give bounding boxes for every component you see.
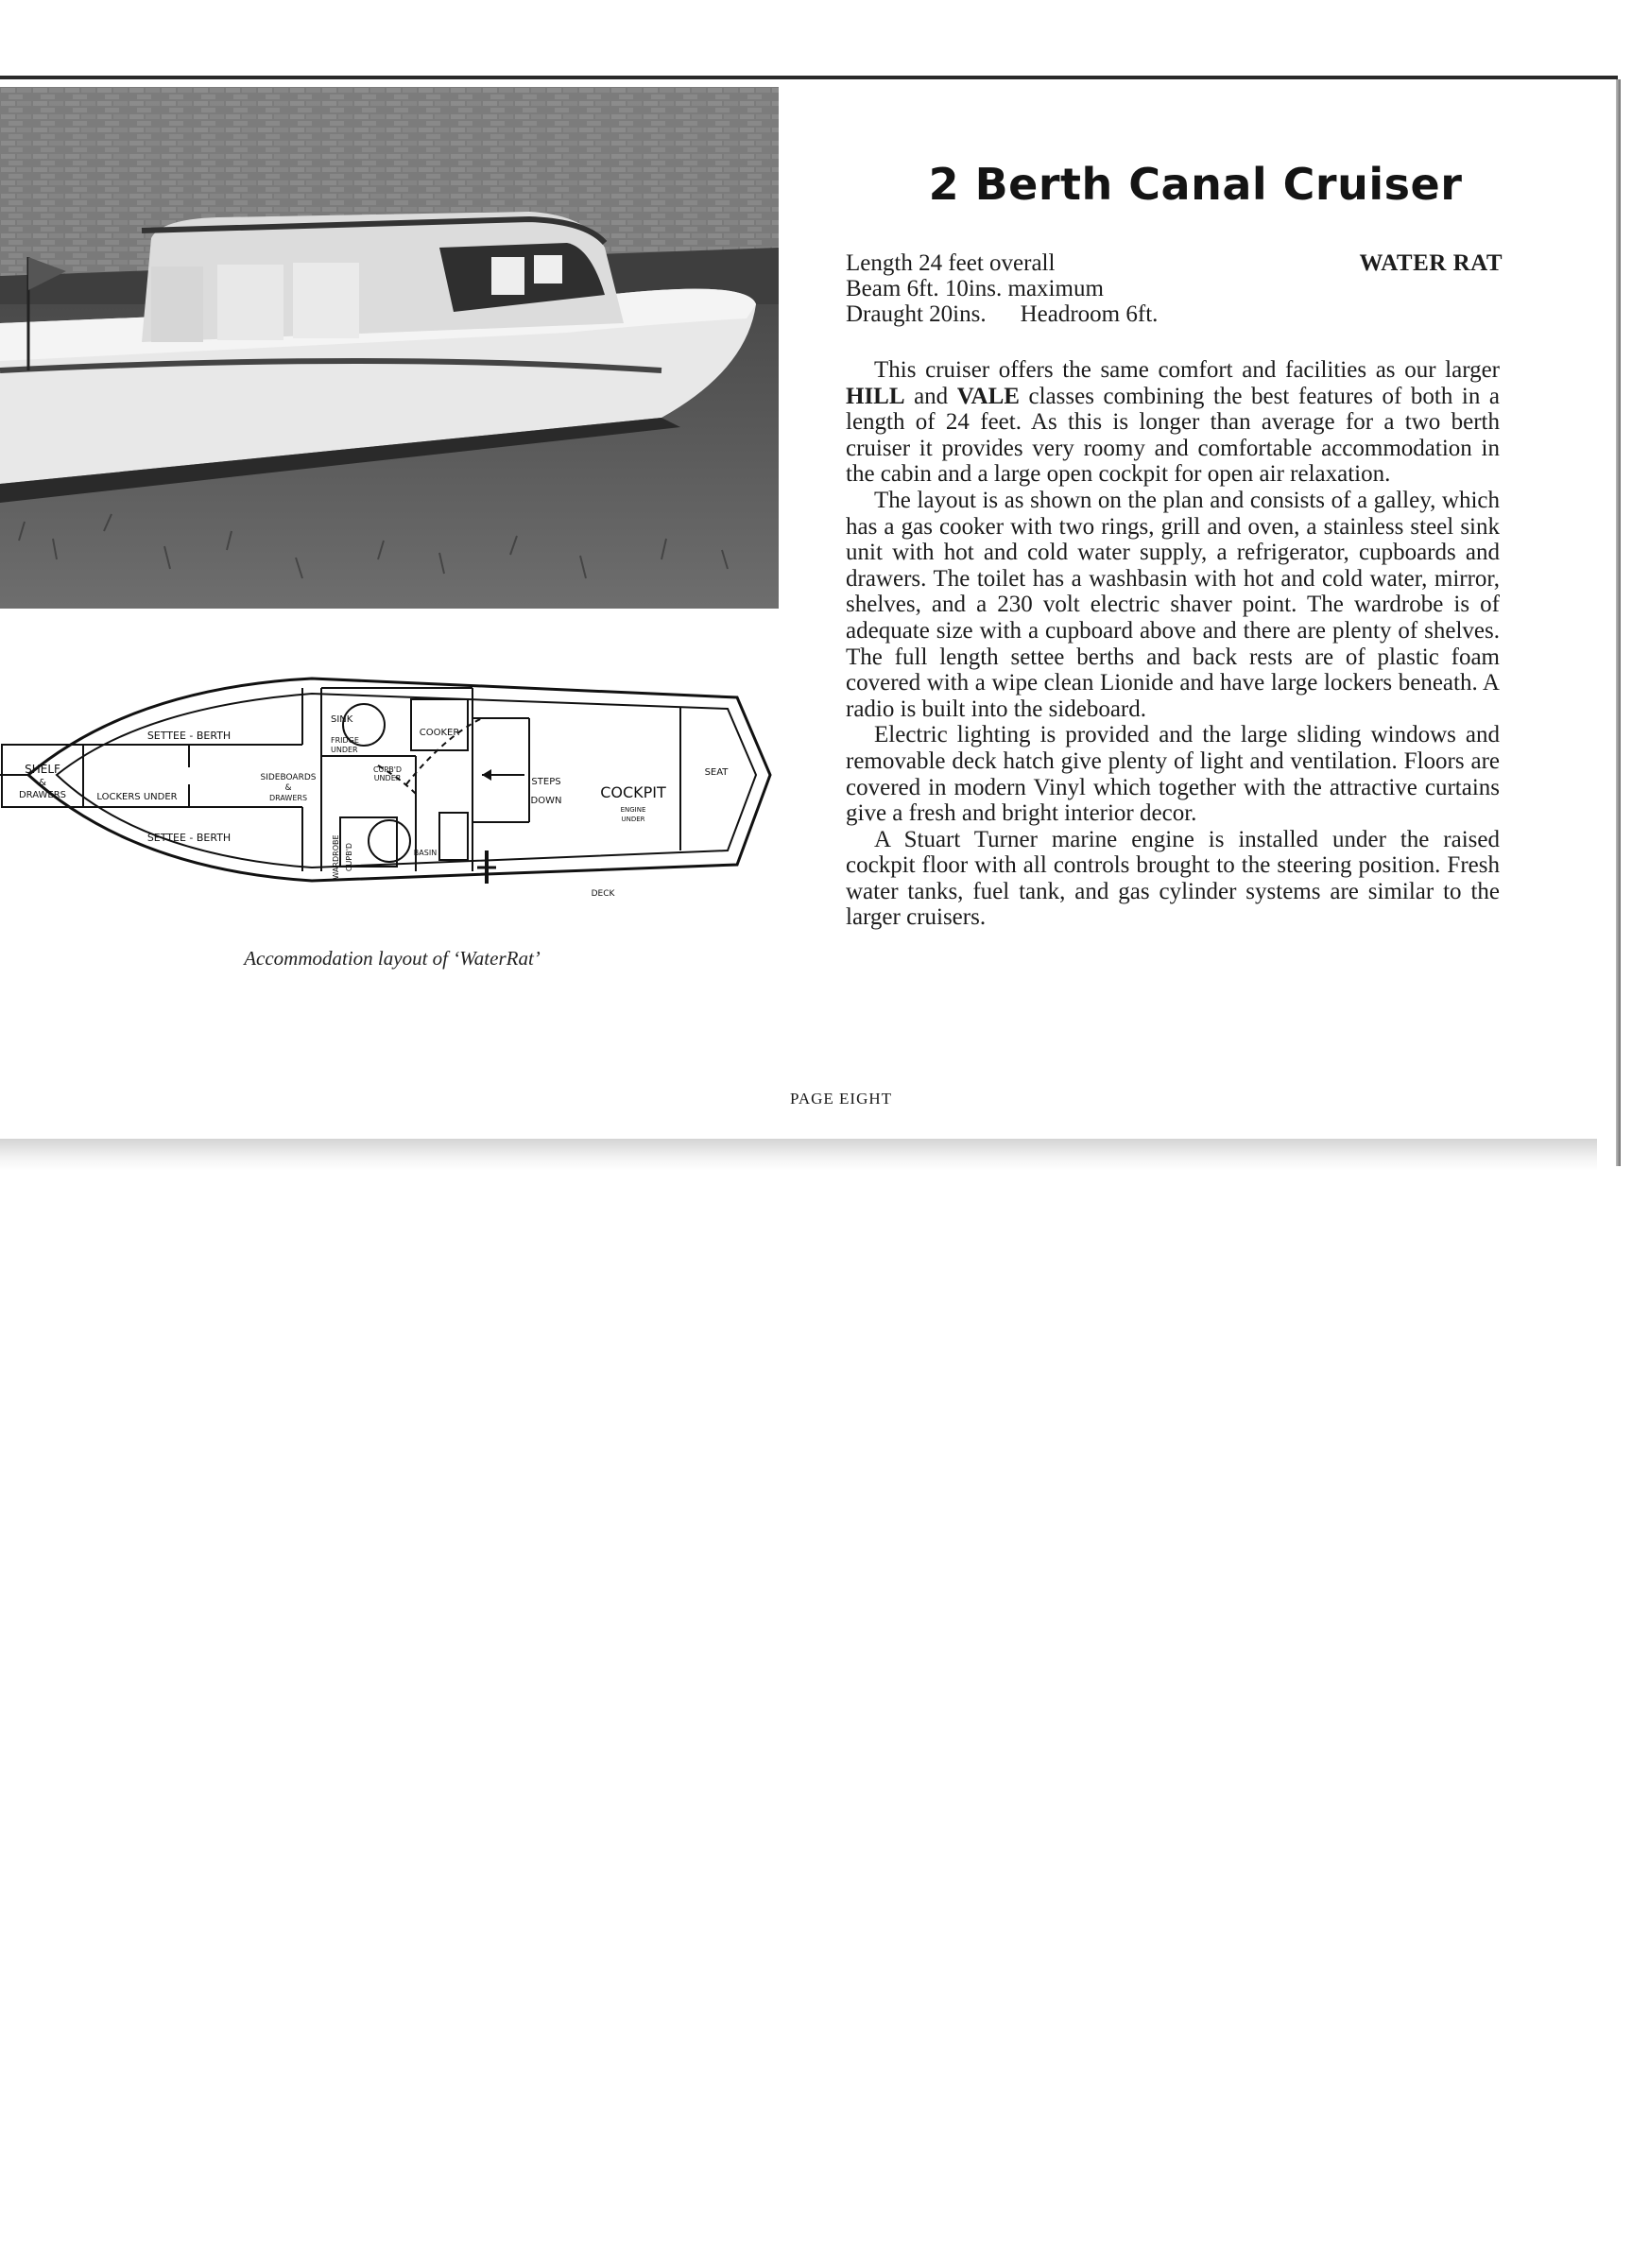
page-title: 2 Berth Canal Cruiser: [928, 159, 1463, 210]
plan-label-sideboards: SIDEBOARDS: [260, 773, 317, 782]
plan-label-engine-under: UNDER: [621, 816, 645, 823]
plan-label-cupbd-under: UNDER: [373, 774, 402, 782]
paragraph-4: A Stuart Turner marine engine is installed under the raised cockpit floor with all controls brought to the steering position. Fresh water tanks, fuel tank, and gas cylinder systems are similar to the larger cruisers.: [846, 826, 1500, 931]
description: [846, 357, 1500, 931]
paragraph-1-text-a: This cruiser offers the same comfort and facilities as our larger: [874, 357, 1500, 383]
plan-label-settee-top: SETTEE - BERTH: [146, 730, 232, 742]
specifications: [846, 250, 1503, 327]
plan-label-steps-down: DOWN: [530, 796, 562, 806]
page-top-edge: [0, 76, 1618, 79]
plan-label-sideboards-amp: &: [284, 783, 292, 793]
plan-label-fridge: FRIDGE: [331, 736, 359, 745]
page-right-edge: [1616, 79, 1621, 1166]
spec-length: Length 24 feet overall: [846, 250, 1056, 276]
page-bottom-edge: [0, 1139, 1597, 1171]
plan-caption: Accommodation layout of ‘WaterRat’: [244, 947, 541, 970]
plan-label-seat: SEAT: [704, 767, 729, 778]
paragraph-2: The layout is as shown on the plan and consists of a galley, which has a gas cooker with two rings, grill and oven, a stainless steel sink unit with hot and cold water supply, a refrigerator, cupboards and drawers. The toilet has a washbasin with hot and cold water, mirror, shelves, and a 230 volt electric shaver point. The wardrobe is of adequate size with a cupboard above and there are plenty of shelves. The full length settee berths and back rests are of plastic foam covered with a wipe clean Lionide and have large lockers beneath. A radio is built into the sideboard.: [846, 487, 1500, 722]
spec-draught-line: [846, 301, 1503, 327]
plan-label-wardrobe-cupbd: CUPB'D: [345, 842, 353, 872]
plan-label-cockpit: COCKPIT: [600, 783, 666, 801]
plan-label-wardrobe: WARDROBE: [332, 834, 340, 880]
plan-label-sideboards-drawers: DRAWERS: [268, 794, 308, 802]
plan-label-cooker: COOKER: [419, 728, 460, 738]
boat-name: WATER RAT: [1359, 250, 1503, 276]
page-number: PAGE EIGHT: [789, 1090, 893, 1108]
spec-beam: Beam 6ft. 10ins. maximum: [846, 276, 1104, 301]
paragraph-1-text-b: classes combining the best features of both in a length of 24 feet. As this is longer than average for a two berth cruiser it provides very roomy and comfortable accommodation in the cabin and a large open cockpit for open air relaxation.: [846, 383, 1500, 488]
class-name-hill: HILL: [846, 383, 905, 409]
plan-label-basin: BASIN: [413, 849, 438, 857]
plan-label-settee-bottom: SETTEE - BERTH: [146, 832, 232, 844]
spec-headroom: Headroom 6ft.: [1020, 301, 1159, 327]
plan-label-engine: ENGINE: [620, 806, 646, 814]
plan-label-fridge-under: UNDER: [331, 746, 358, 754]
plan-label-steps: STEPS: [531, 777, 561, 787]
paragraph-1: [846, 357, 1500, 488]
class-name-vale: VALE: [956, 383, 1020, 409]
paragraph-3: Electric lighting is provided and the large sliding windows and removable deck hatch give plenty of light and ventilation. Floors are covered in modern Vinyl which together with the attractive curtains give a fresh and bright interior decor.: [846, 722, 1500, 827]
plan-label-lockers: LOCKERS UNDER: [96, 792, 178, 802]
plan-label-cupbd: CUPB'D: [372, 765, 403, 774]
plan-label-deck: DECK: [591, 889, 615, 899]
spec-draught: Draught 20ins.: [846, 301, 987, 327]
plan-label-drawers: DRAWERS: [18, 790, 67, 800]
plan-label-shelf: SHELF: [25, 763, 60, 776]
plan-label-amp: &: [39, 778, 46, 788]
boat-photo: [0, 87, 779, 609]
paragraph-1-text-and: and: [904, 383, 957, 409]
accommodation-plan: [0, 662, 784, 926]
plan-label-sink: SINK: [331, 714, 353, 725]
